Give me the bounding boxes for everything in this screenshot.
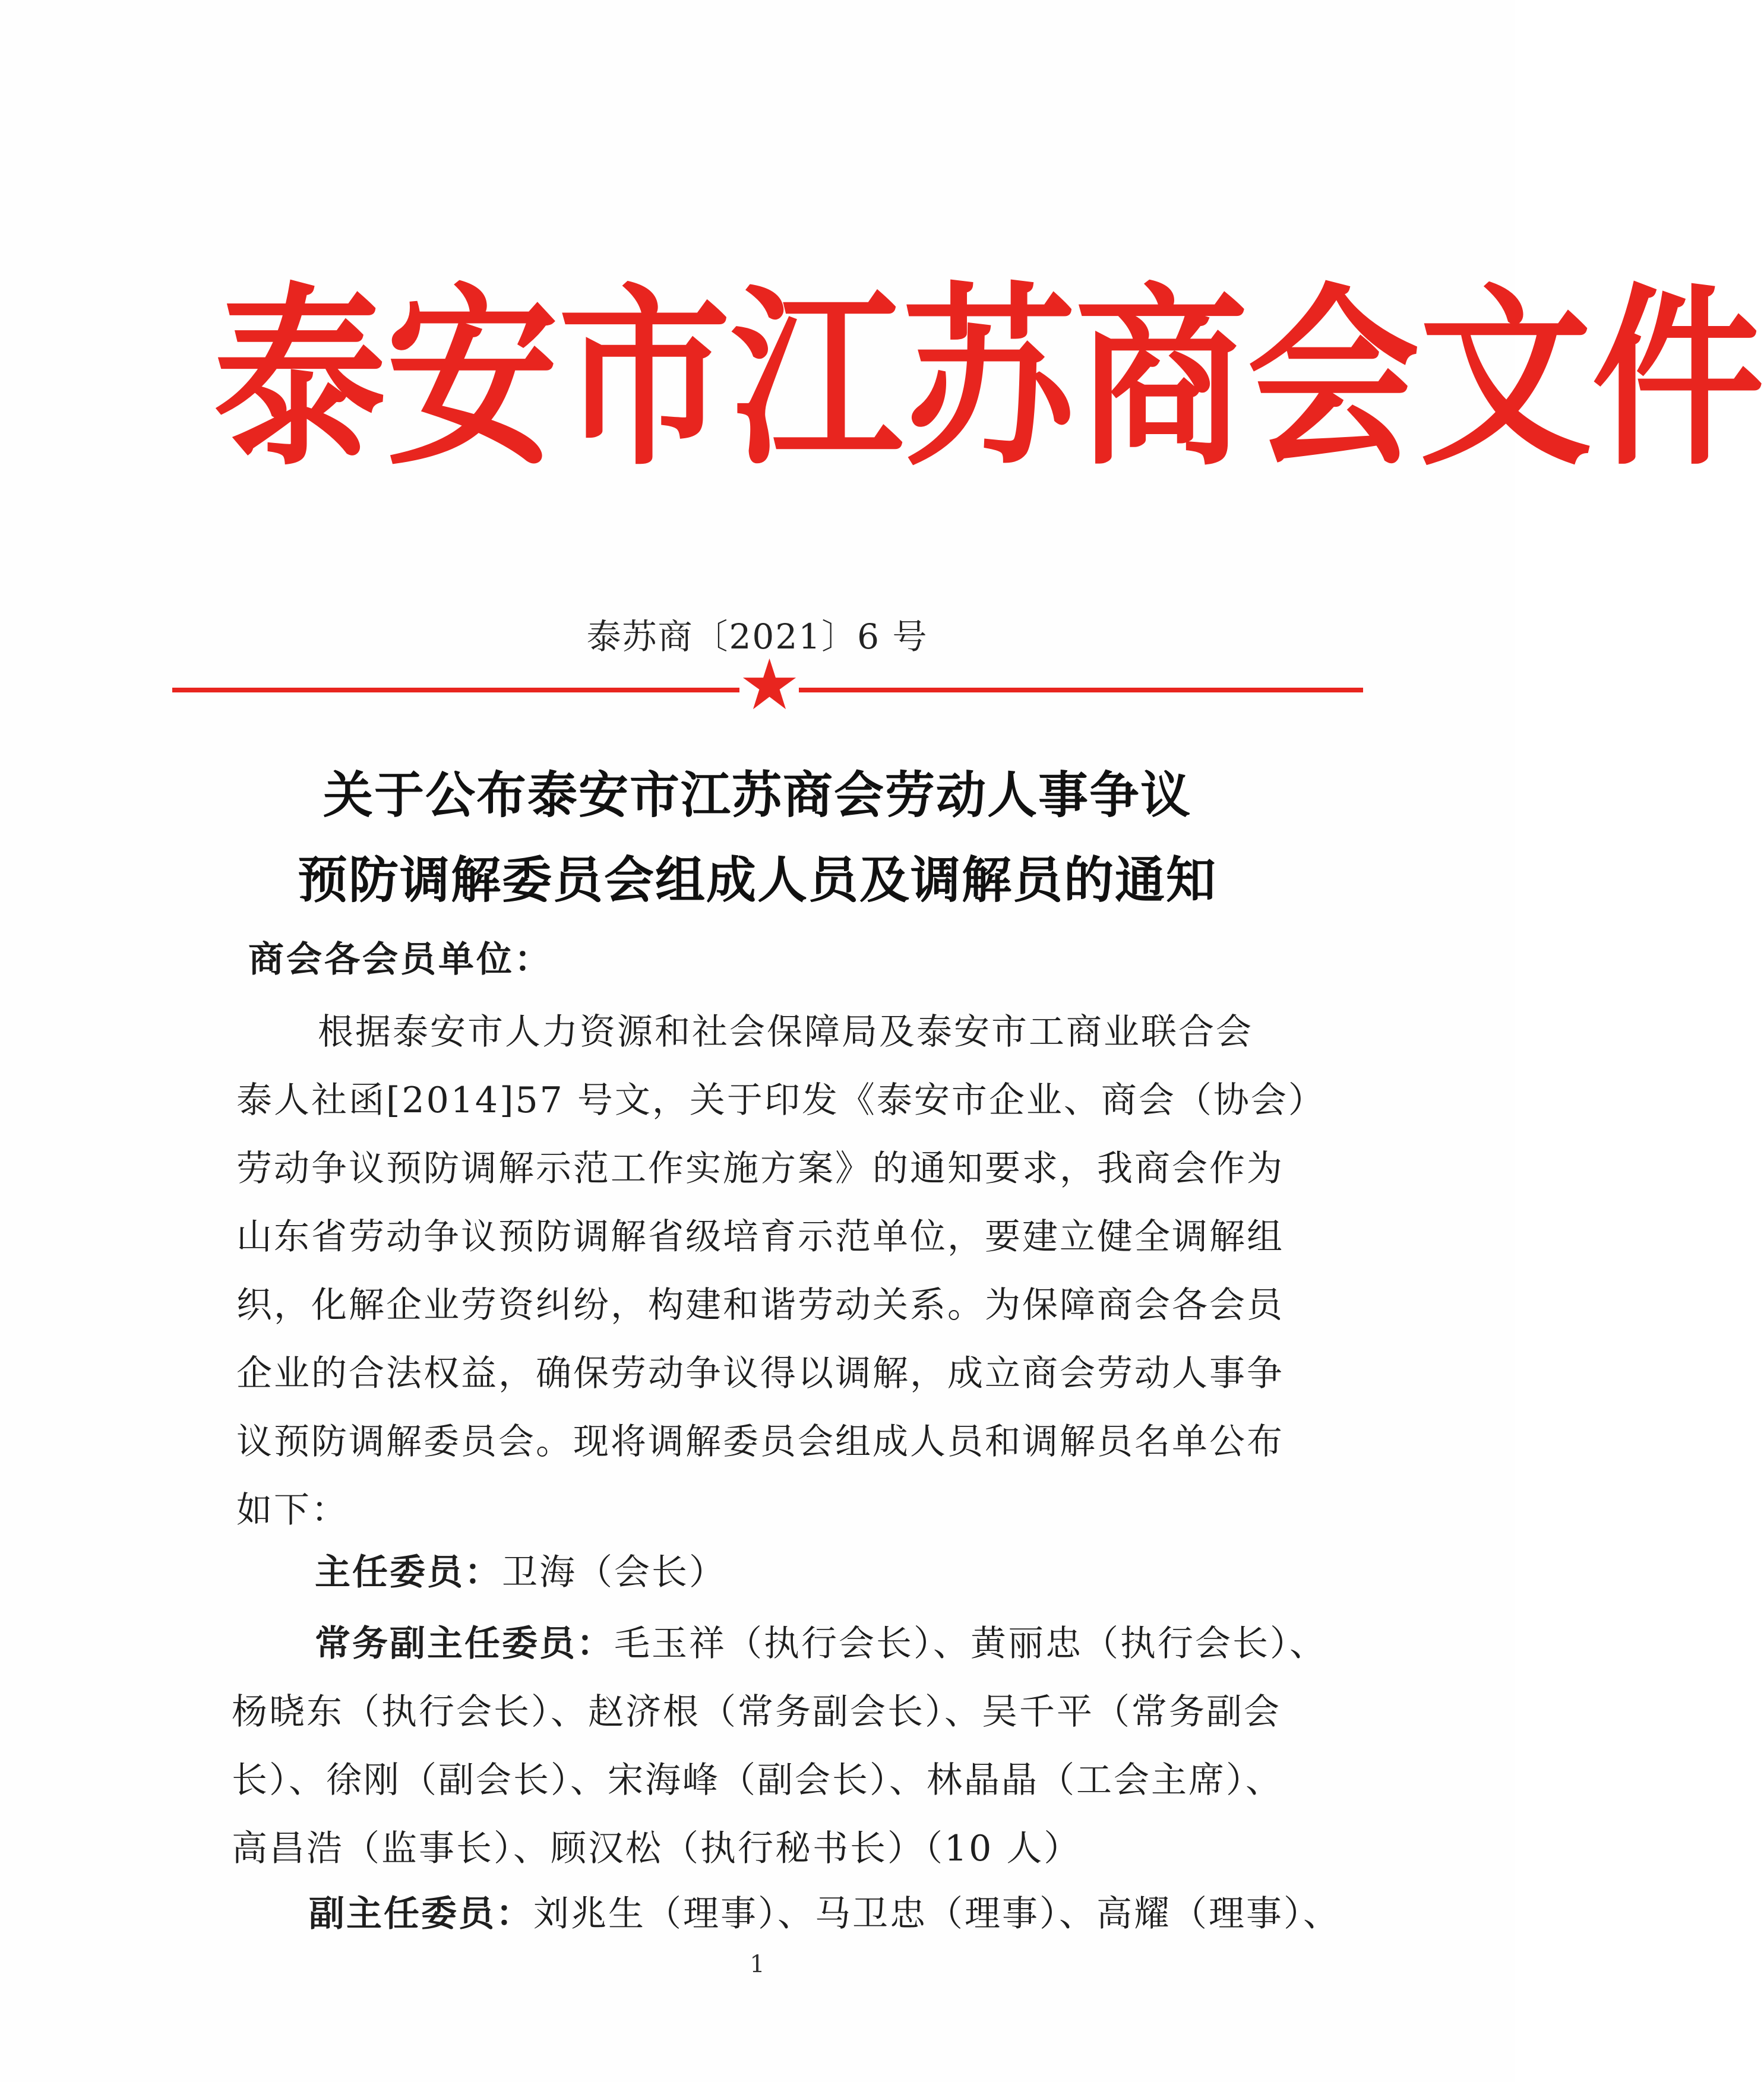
director-label: 主任委员： (315, 1552, 502, 1593)
exec-vice-line: 长）、徐刚（副会长）、宋海峰（副会长）、林晶晶（工会主席）、 (232, 1760, 1283, 1801)
masthead-char: 件 (1592, 267, 1764, 492)
exec-vice-line: 杨晓东（执行会长）、赵济根（常务副会长）、吴千平（常务副会 (232, 1691, 1281, 1733)
masthead-char: 安 (386, 267, 558, 492)
paragraph-line: 织，化解企业劳资纠纷，构建和谐劳动关系。为保障商会各会员 (236, 1284, 1284, 1326)
paragraph-line: 根据泰安市人力资源和社会保障局及泰安市工商业联合会 (318, 1011, 1253, 1053)
masthead-char: 泰 (214, 267, 386, 492)
paragraph-line: 泰人社函[2014]57 号文，关于印发《泰安市企业、商会（协会） (236, 1080, 1326, 1121)
exec-vice-label: 常务副主任委员： (315, 1623, 614, 1665)
masthead-char: 商 (1075, 267, 1247, 492)
notice-title-line-2: 预防调解委员会组成人员及调解员的通知 (297, 851, 1217, 909)
document-number: 泰苏商〔2021〕6 号 (586, 616, 928, 657)
red-divider-left (172, 688, 739, 692)
paragraph-line: 企业的合法权益，确保劳动争议得以调解，成立商会劳动人事争 (236, 1353, 1284, 1394)
masthead-title (214, 267, 1764, 492)
vice-entry (309, 1885, 1341, 1937)
page-number: 1 (750, 1951, 765, 1978)
notice-title-line-1: 关于公布泰安市江苏商会劳动人事争议 (323, 766, 1191, 824)
masthead-char: 会 (1247, 267, 1420, 492)
vice-names: 刘兆生（理事）、马卫忠（理事）、高耀（理事）、 (533, 1893, 1341, 1935)
salutation: 商会各会员单位： (248, 939, 552, 980)
red-star-icon (741, 656, 798, 713)
paragraph-line: 劳动争议预防调解示范工作实施方案》的通知要求，我商会作为 (236, 1148, 1284, 1189)
exec-vice-names: 毛玉祥（执行会长）、黄丽忠（执行会长）、 (614, 1623, 1327, 1665)
masthead-char: 江 (731, 267, 903, 492)
masthead-char: 文 (1420, 267, 1592, 492)
paragraph-line: 如下： (236, 1489, 349, 1531)
red-divider-right (799, 688, 1363, 692)
director-name: 卫海（会长） (502, 1552, 726, 1593)
paragraph-line: 山东省劳动争议预防调解省级培育示范单位，要建立健全调解组 (236, 1216, 1284, 1258)
director-entry (315, 1544, 726, 1595)
vice-label: 副主任委员： (309, 1893, 533, 1935)
exec-vice-entry (315, 1615, 1327, 1666)
masthead-char: 苏 (903, 267, 1075, 492)
exec-vice-line: 高昌浩（监事长）、顾汉松（执行秘书长）（10 人） (232, 1828, 1082, 1869)
paragraph-line: 议预防调解委员会。现将调解委员会组成人员和调解员名单公布 (236, 1421, 1284, 1463)
masthead-char: 市 (558, 267, 731, 492)
